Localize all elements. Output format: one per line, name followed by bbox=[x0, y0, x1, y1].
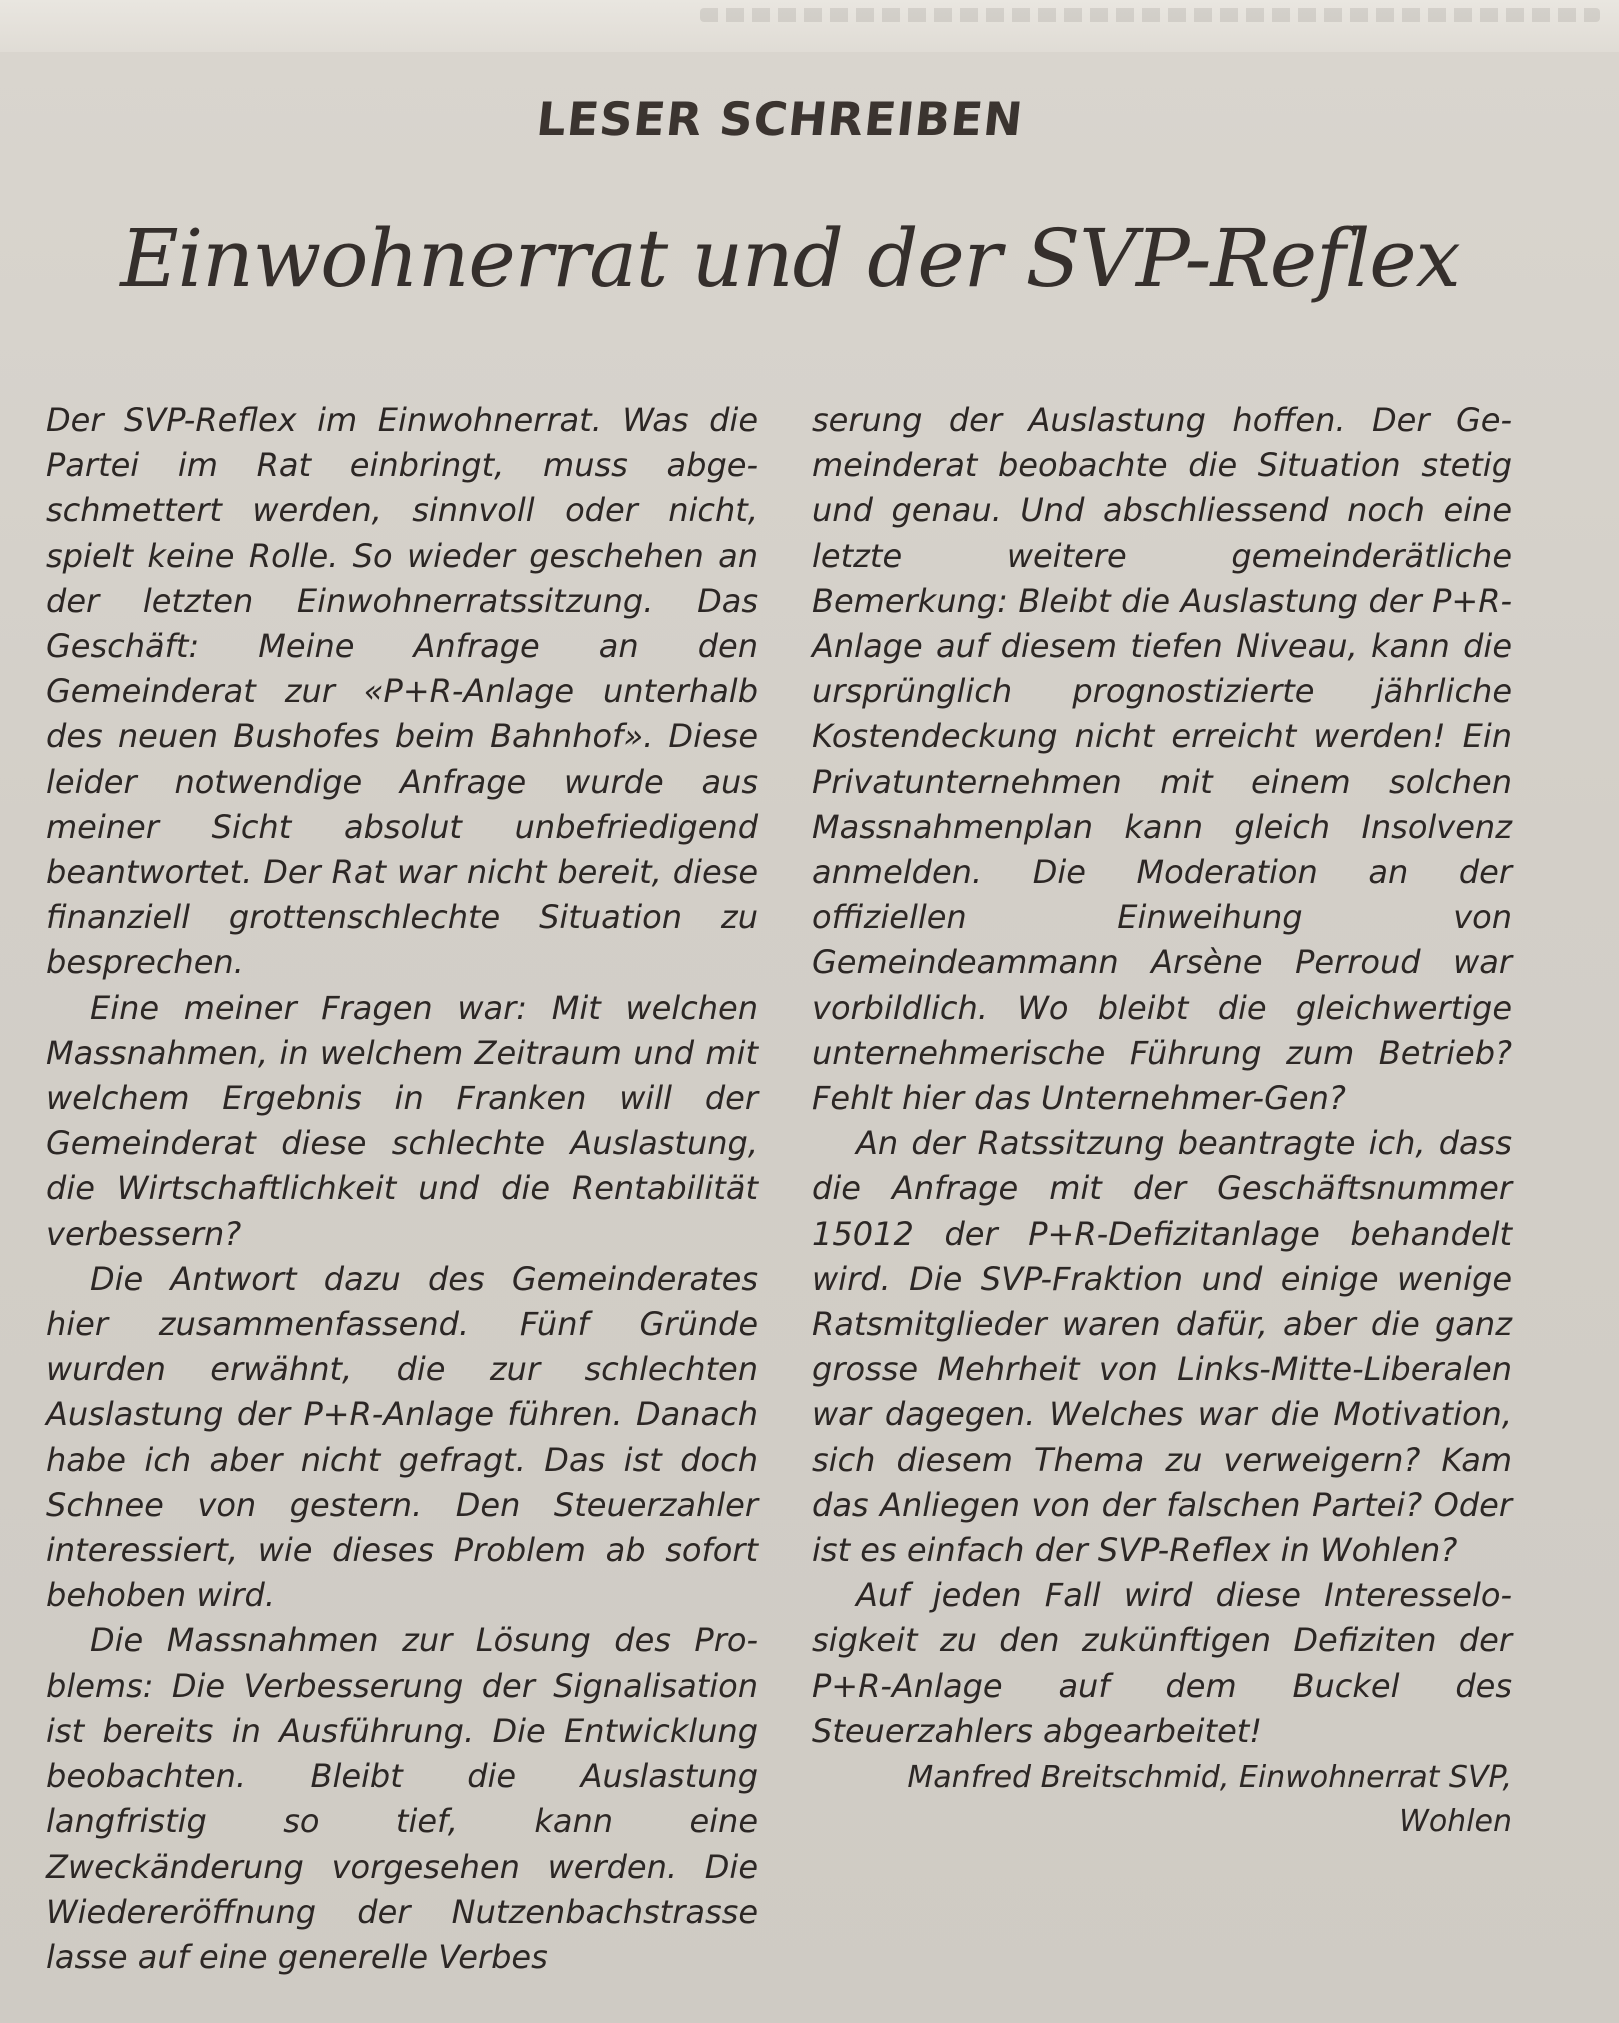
paragraph: Die Antwort dazu des Gemeinderates hier zusammenfassend. Fünf Gründe wurden erwähnt, die zur schlechten Auslastung der P+R-Anlage führen. Danach habe ich aber nicht gefragt. Das ist doch Schnee von gestern. Den Steuerzahler interessiert, wie dieses Problem ab sofort behoben wird. bbox=[46, 1259, 758, 1615]
paragraph: An der Ratssitzung beantragte ich, dass die Anfrage mit der Geschäftsnummer 15012 der P+R-Defizitanlage behandelt wird. Die SVP-Fraktion und einige wenige Ratsmitglieder waren dafür, aber die ganz grosse Mehrheit von Links-Mitte-Liberalen war dagegen. Welches war die Motivation, sich diesem Thema zu verweigern? Kam das Anliegen von der falschen Partei? Oder ist es einfach der SVP-Reflex in Wohlen? bbox=[812, 1124, 1512, 1570]
author-signature bbox=[812, 1756, 1512, 1844]
paragraph: Eine meiner Fragen war: Mit welchen Massnahmen, in welchem Zeitraum und mit welchem Ergebnis in Franken will der Gemeinderat diese schlechte Auslastung, die Wirtschaftlichkeit und die Rentabilität verbessern? bbox=[46, 988, 758, 1253]
paragraph: Auf jeden Fall wird diese Interesselosigkeit zu den zukünftigen Defiziten der P+R-Anlage auf dem Buckel des Steuerzahlers abgearbeitet! bbox=[812, 1576, 1512, 1750]
paragraph: Die Massnahmen zur Lösung des Problems: Die Verbesserung der Signalisation ist bereits in Ausführung. Die Entwicklung beobachten. Bleibt die Auslastung langfristig so tief, kann eine Zweckänderung vorgesehen werden. Die Wiedereröffnung der Nutzenbachstrasse lasse auf eine generelle Verbes bbox=[46, 1621, 758, 1976]
section-header: LESER SCHREIBEN bbox=[534, 92, 1026, 146]
right-column bbox=[812, 398, 1512, 1844]
signature-line: Manfred Breitschmid, Einwohnerrat SVP, bbox=[907, 1760, 1512, 1796]
left-column bbox=[46, 398, 758, 1980]
paragraph: serung der Auslastung hoffen. Der Gemeinderat beobachte die Situation stetig und genau. Und abschliessend noch eine letzte weitere gemeinderätliche Bemerkung: Bleibt die Auslastung der P+R-Anlage auf diesem tiefen Niveau, kann die ursprünglich prognostizierte jährliche Kostendeckung nicht erreicht werden! Ein Privatunternehmen mit einem solchen Massnahmenplan kann gleich Insolvenz anmelden. Die Moderation an der offiziellen Einweihung von Gemeindeammann Arsène Perroud war vorbildlich. Wo bleibt die gleichwertige unternehmerische Führung zum Betrieb? Fehlt hier das Unternehmer-Gen? bbox=[812, 401, 1512, 1118]
newspaper-clipping bbox=[0, 52, 1619, 2023]
bleed-text-strip bbox=[700, 8, 1600, 22]
article-headline: Einwohnerrat und der SVP-Reflex bbox=[120, 212, 1460, 305]
paragraph: Der SVP-Reflex im Einwohnerrat. Was die Partei im Rat einbringt, muss abgeschmettert werden, sinnvoll oder nicht, spielt keine Rolle. So wieder geschehen an der letzten Einwohnerratssitzung. Das Geschäft: Meine Anfrage an den Gemeinderat zur «P+R-Anlage unterhalb des neuen Bushofes beim Bahnhof». Diese leider notwendige Anfrage wurde aus meiner Sicht absolut unbefriedigend beantwortet. Der Rat war nicht bereit, diese finanziell grottenschlechte Situation zu besprechen. bbox=[46, 401, 758, 982]
signature-line: Wohlen bbox=[1399, 1804, 1512, 1840]
